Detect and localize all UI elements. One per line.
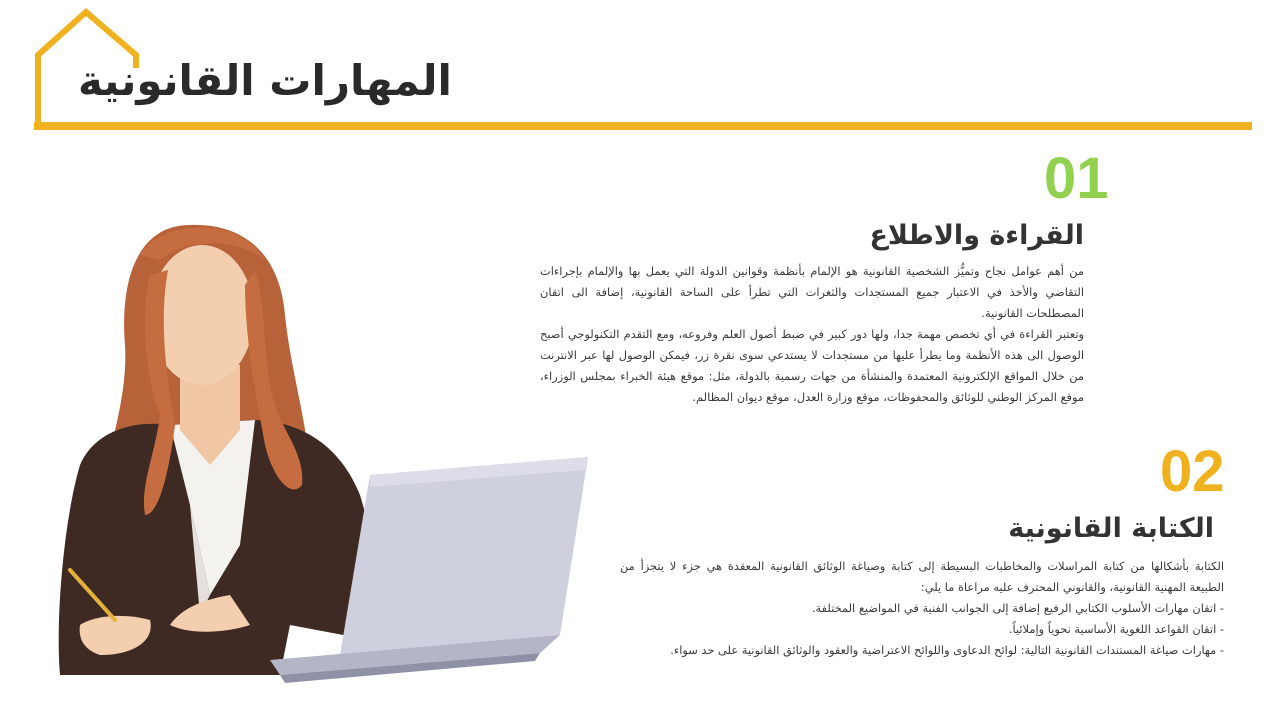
section-number-02: 02 [1160, 439, 1225, 504]
section-heading-writing: الكتابة القانونية [1008, 513, 1214, 544]
list-item: - اتقان مهارات الأسلوب الكتابي الرفيع إضافة إلى الجوانب الفنية في المواضيع المختلفة. [811, 601, 1224, 615]
paragraph: وتعتبر القراءة في أي تخصص مهمة جدا، ولها دور كبير في ضبط أصول العلم وفروعه، ومع التقدم التكنولوجي أصبح الوصول الى هذه الأنظمة وما يطرأ عليها من مستجدات لا يستدعي سوى نقرة زر، فيمكن الوصول لها عبر الانترنت من خلال المواقع الإلكترونية المعتمدة والمنشأة من جهات رسمية بالدولة، مثل: موقع هيئة الخبراء بمجلس الوزراء، موقع المركز الوطني للوثائق والمحفوظات، موقع وزارة العدل، موقع ديوان المظالم. [540, 327, 1084, 404]
paragraph: الكتابة بأشكالها من كتابة المراسلات والمخاطبات البسيطة إلى كتابة وصياغة الوثائق القانونية المعقدة هي جزء لا يتجزأ من الطبيعة المهنية القانونية، والقانوني المحترف عليه مراعاة ما يلي: [620, 559, 1224, 594]
list-item: - مهارات صياغة المستندات القانونية التالية: لوائح الدعاوى واللوائح الاعتراضية والعقود والوثائق القانونية على حد سواء. [670, 643, 1224, 657]
paragraph: من أهم عوامل نجاح وتميُّز الشخصية القانونية هو الإلمام بأنظمة وقوانين الدولة التي يعمل بها والإلمام بإجراءات التقاضي والأخذ في الاعتبار جميع المستجدات والثغرات التي تطرأ على الساحة القانونية، إضافة الى اتقان المصطلحات القانونية. [540, 264, 1084, 320]
page-title: المهارات القانونية [78, 56, 452, 105]
section-body-writing [620, 556, 1224, 661]
section-number-01: 01 [1044, 146, 1109, 211]
section-heading-reading: القراءة والاطلاع [869, 220, 1084, 251]
section-body-reading [540, 261, 1084, 408]
list-item: - اتقان القواعد اللغوية الأساسية نحوياً وإملائياً. [1008, 622, 1224, 636]
woman-laptop-illustration [40, 215, 600, 695]
